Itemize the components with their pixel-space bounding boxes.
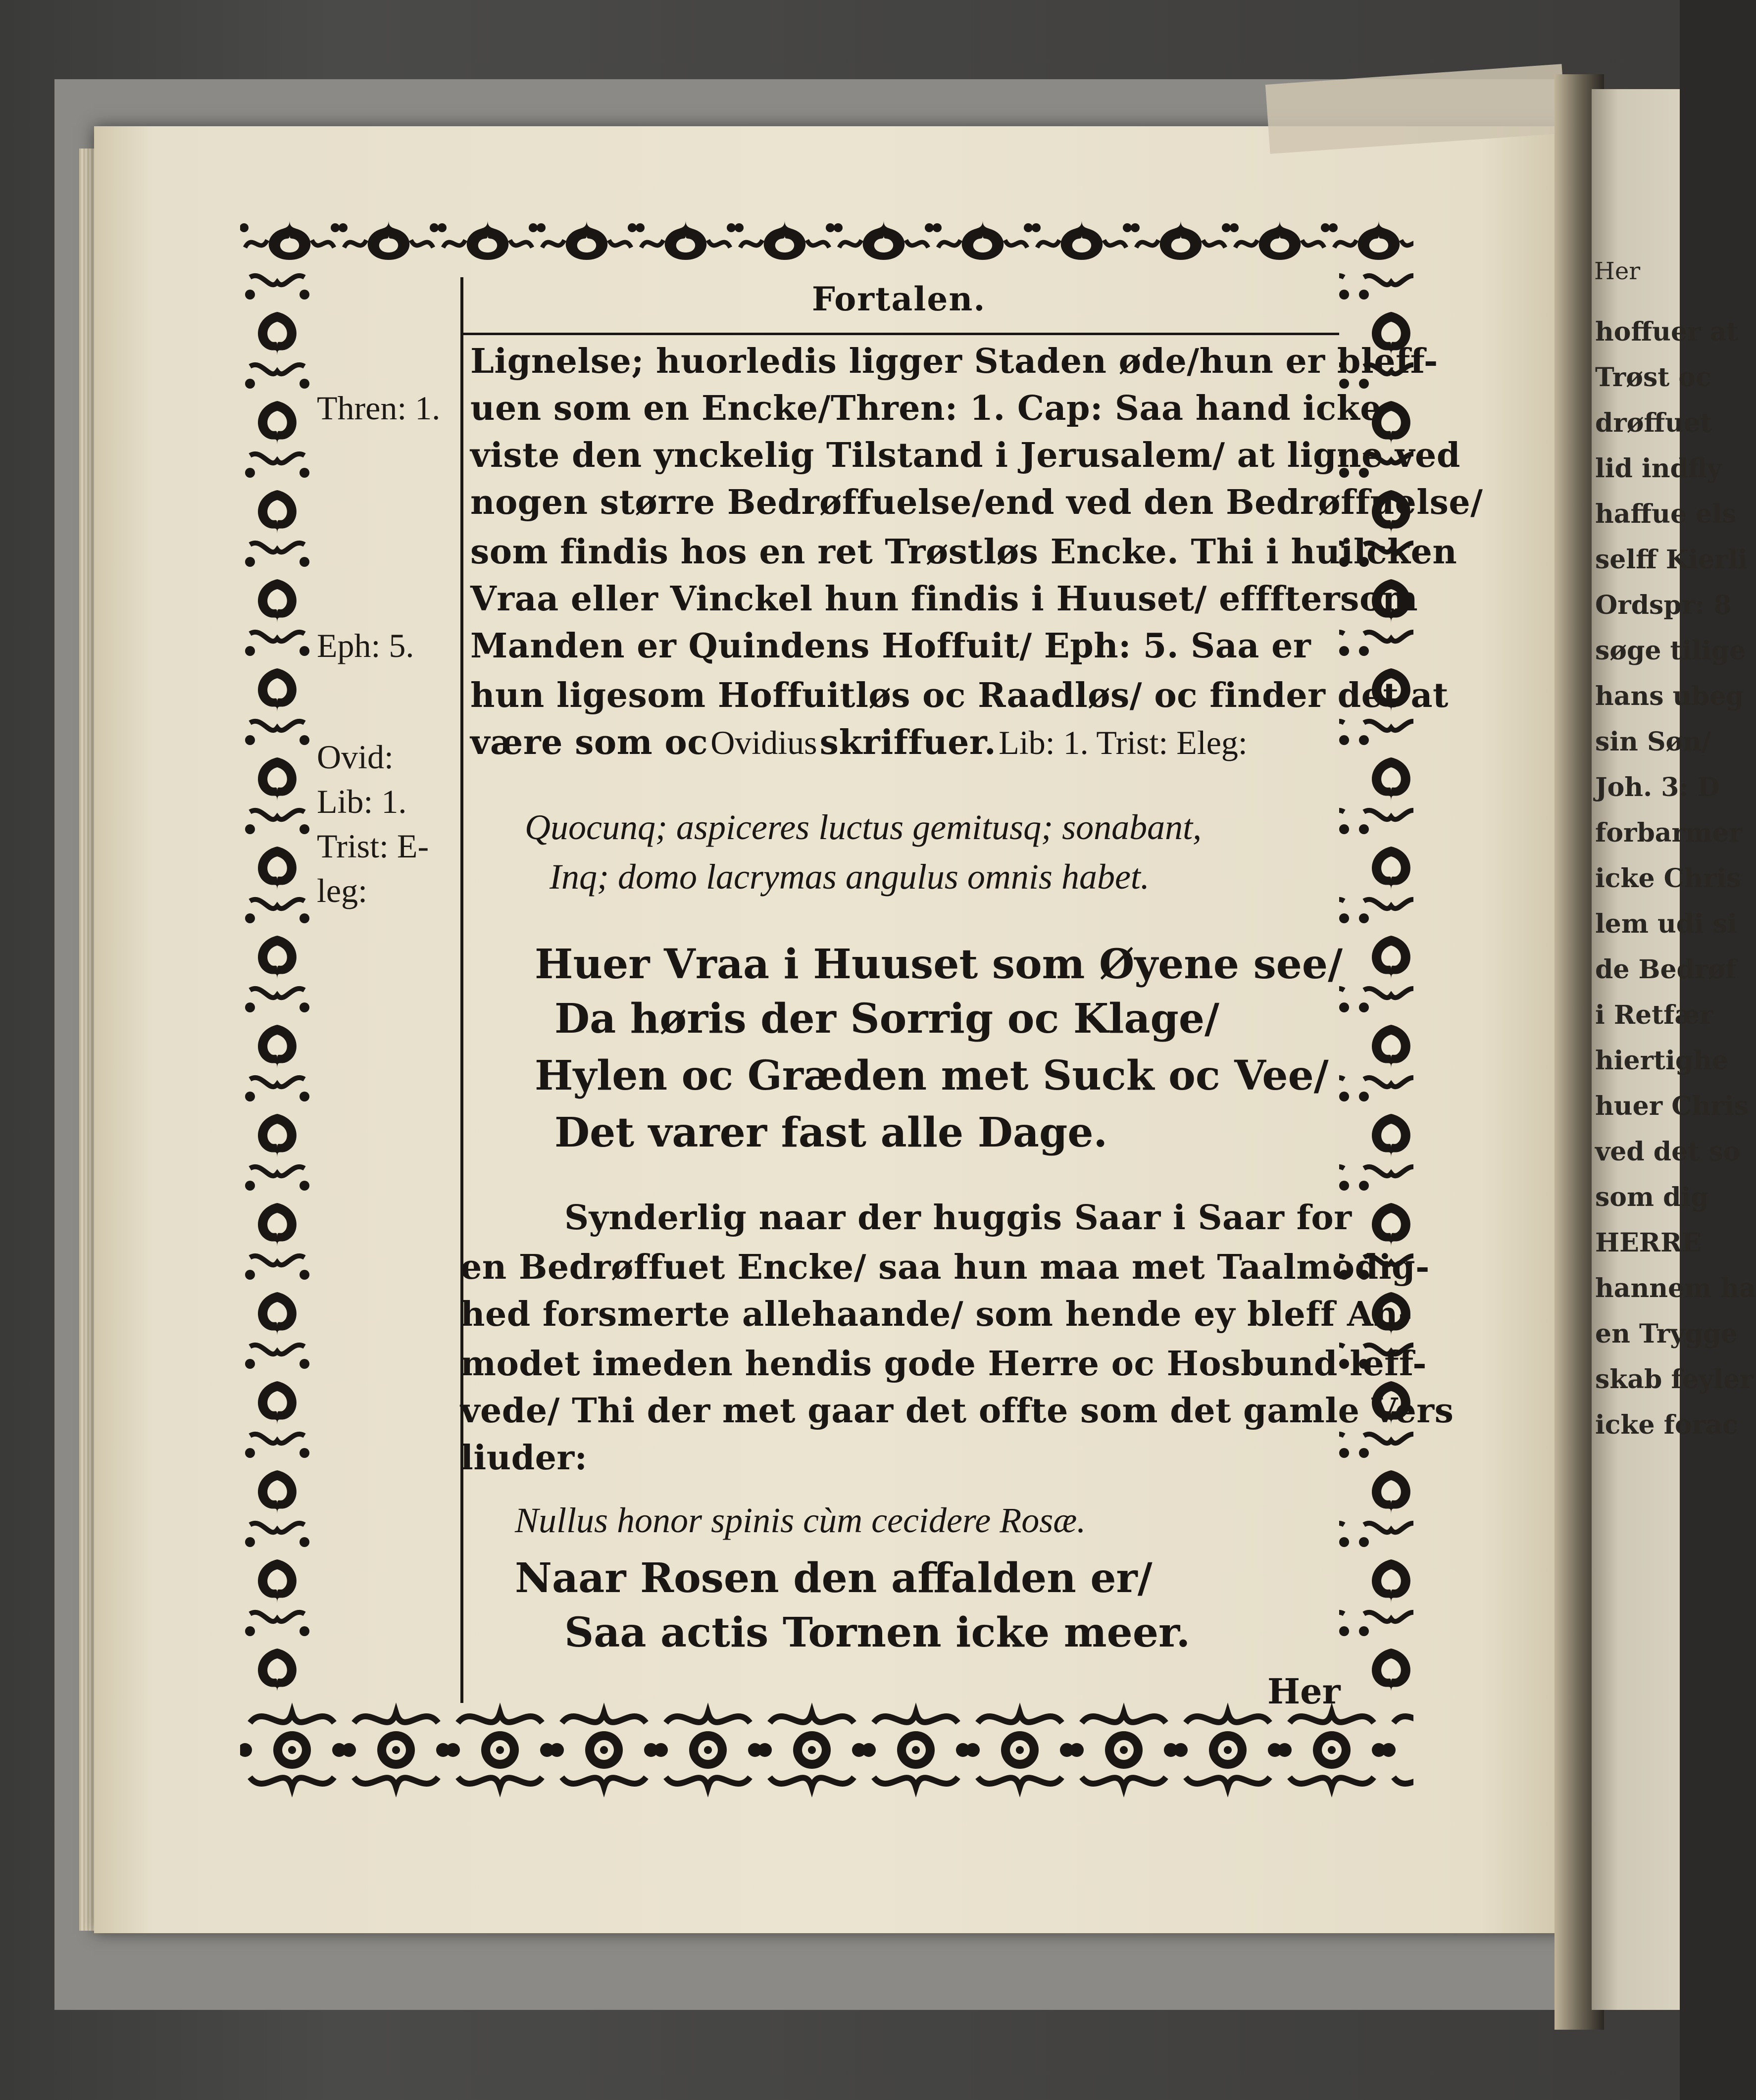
latin-quote-line: Inq; domo lacrymas angulus omnis habet.	[550, 857, 1150, 897]
facing-page-line: selff Kierli	[1595, 545, 1748, 575]
prose-line: Lignelse; huorledis ligger Staden øde/hun er bleff-	[470, 342, 1438, 381]
prose-line: Manden er Quindens Hoffuit/ Eph: 5. Saa er	[470, 626, 1311, 666]
margin-note-lib: Lib: 1.	[317, 783, 407, 820]
facing-page-line: hannem ha	[1595, 1273, 1756, 1303]
margin-note-trist: Trist: E-	[317, 827, 429, 865]
facing-page-line: haffue els	[1595, 499, 1737, 529]
prose-line: en Bedrøffuet Encke/ saa hun maa met Taalmodig-	[460, 1248, 1430, 1287]
prose-line: som findis hos en ret Trøstløs Encke. Thi i huilcken	[470, 532, 1457, 572]
facing-page-line: icke Chris	[1595, 863, 1741, 894]
prose-line-mixed	[470, 723, 1248, 762]
facing-page-line: søge tilige	[1595, 636, 1746, 666]
facing-page-line: forbarmer	[1595, 818, 1743, 848]
facing-page-line: en Trygge	[1595, 1319, 1738, 1349]
prose-line: hed forsmerte allehaande/ som hende ey bleff An-	[460, 1295, 1412, 1334]
verse-line: Saa actis Tornen icke meer.	[564, 1609, 1191, 1656]
prose-line: Vraa eller Vinckel hun findis i Huuset/ effftersom	[470, 579, 1418, 619]
facing-page-line: lid indfly	[1595, 453, 1722, 484]
verse-line: Det varer fast alle Dage.	[554, 1109, 1108, 1156]
prose-line: modet imeden hendis gode Herre oc Hosbund leff-	[460, 1344, 1427, 1384]
facing-page-line: skab feyler	[1595, 1364, 1754, 1395]
facing-page-line: Trøst oc	[1595, 362, 1711, 393]
prose-line: hun ligesom Hoffuitløs oc Raadløs/ oc finder det at	[470, 676, 1449, 715]
verse-line: Huer Vraa i Huuset som Øyene see/	[535, 941, 1343, 988]
margin-note-thren: Thren: 1.	[317, 389, 441, 427]
prose-line: Synderlig naar der huggis Saar i Saar for	[564, 1198, 1352, 1238]
latin-quote-line: Quocunq; aspiceres luctus gemitusq; sonabant,	[525, 807, 1202, 847]
facing-page-line: icke forac	[1595, 1410, 1738, 1440]
catchword: Her	[1267, 1671, 1341, 1712]
facing-page-header: Her	[1594, 257, 1641, 285]
verse-line: Da høris der Sorrig oc Klage/	[554, 995, 1219, 1043]
facing-page-line: HERRE	[1595, 1228, 1702, 1258]
prose-line: viste den ynckelig Tilstand i Jerusalem/ at ligne ved	[470, 436, 1460, 475]
prose-line: vede/ Thi der met gaar det offte som det gamle Vers	[460, 1391, 1454, 1431]
latin-quote-line: Nullus honor spinis cùm cecidere Rosæ.	[515, 1500, 1086, 1540]
facing-page-line: sin Søn/	[1595, 727, 1711, 757]
facing-page-line: hoffuer at	[1595, 317, 1739, 347]
verse-line: Naar Rosen den affalden er/	[515, 1554, 1153, 1602]
running-head: Fortalen.	[812, 280, 986, 318]
margin-note-leg: leg:	[317, 872, 367, 909]
verse-line: Hylen oc Græden met Suck oc Vee/	[535, 1052, 1329, 1100]
facing-page-line: Ordspr: 8	[1595, 590, 1732, 620]
facing-page-line: huer Chris	[1595, 1091, 1749, 1121]
facing-page-line: i Retfær	[1595, 1000, 1713, 1030]
facing-page-line: de Bedrøf	[1595, 954, 1737, 985]
facing-page-line: hiertighe	[1595, 1046, 1729, 1076]
prose-fragment: være som oc	[470, 723, 708, 762]
margin-note-ovid: Ovid:	[317, 738, 394, 776]
prose-fragment-roman: Lib: 1. Trist: Eleg:	[999, 724, 1248, 761]
facing-page-line: Joh. 3: D	[1595, 772, 1720, 802]
facing-page-line: lem udi si	[1595, 909, 1738, 939]
prose-line: nogen større Bedrøffuelse/end ved den Bedrøffuelse/	[470, 483, 1483, 522]
margin-note-eph: Eph: 5.	[317, 627, 414, 664]
head-rule	[463, 333, 1339, 335]
facing-page-line: drøffuet	[1595, 408, 1712, 438]
facing-page-line: hans ubeg	[1595, 681, 1744, 711]
prose-line: liuder:	[460, 1438, 588, 1478]
prose-fragment: skriffuer.	[819, 723, 997, 762]
facing-page-line: som dig	[1595, 1182, 1709, 1212]
prose-fragment-roman: Ovidius	[710, 724, 817, 761]
margin-rule	[460, 277, 463, 1703]
facing-page-line: ved det so	[1595, 1137, 1741, 1167]
prose-line: uen som en Encke/Thren: 1. Cap: Saa hand icke	[470, 389, 1382, 428]
